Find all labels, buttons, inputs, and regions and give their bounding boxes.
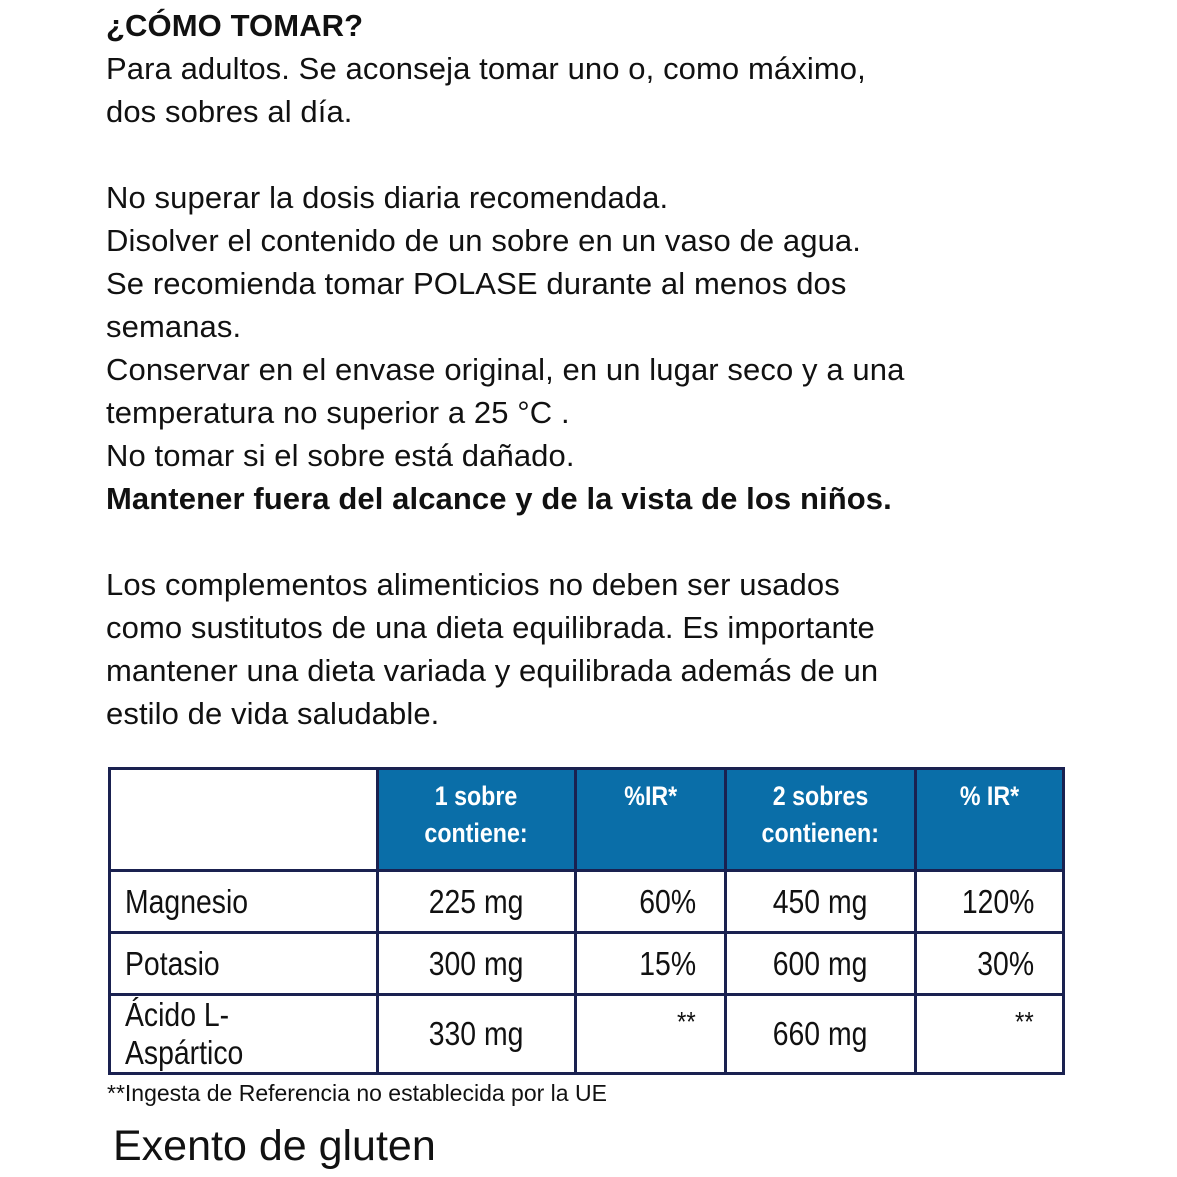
- ir-two-sachets: [916, 933, 1064, 995]
- header-two-sachets-line-2: contienen:: [761, 818, 880, 848]
- table-row: [110, 871, 1064, 933]
- nutrition-table: [108, 767, 1065, 1075]
- nutrient-name: [110, 995, 378, 1074]
- gluten-free-label: Exento de gluten: [113, 1122, 436, 1170]
- ir-one-text: 15%: [639, 944, 696, 982]
- header-ir-1: [576, 769, 726, 871]
- disclaimer-line-3: mantener una dieta variada y equilibrada además de un: [106, 653, 879, 688]
- reference-footnote: **Ingesta de Referencia no establecida por la UE: [107, 1080, 607, 1106]
- nutrient-name: [110, 871, 378, 933]
- instruction-line-2: Disolver el contenido de un sobre en un vaso de agua.: [106, 223, 861, 258]
- amount-one-sachet: [378, 933, 576, 995]
- ir-two-text: 120%: [961, 882, 1034, 920]
- amount-one-text: 300 mg: [429, 944, 524, 982]
- dosage-line-1: Para adultos. Se aconseja tomar uno o, como máximo,: [106, 51, 866, 86]
- amount-two-sachets: [726, 871, 916, 933]
- ir-one-sachet: [576, 933, 726, 995]
- amount-two-text: 450 mg: [773, 882, 868, 920]
- header-ir-2-label: % IR*: [959, 781, 1020, 811]
- header-two-sachets: [726, 769, 916, 871]
- instruction-line-4: semanas.: [106, 309, 242, 344]
- disclaimer-line-4: estilo de vida saludable.: [106, 696, 440, 731]
- ir-two-text: **: [1015, 1006, 1034, 1037]
- nutrient-name-text: Ácido L-Aspártico: [125, 996, 244, 1071]
- amount-one-text: 225 mg: [429, 882, 524, 920]
- ir-one-sachet: [576, 871, 726, 933]
- header-blank-cell: [110, 769, 378, 871]
- ir-two-sachets: [916, 995, 1064, 1074]
- header-one-sachet: [378, 769, 576, 871]
- header-ir-2: [916, 769, 1064, 871]
- instruction-line-6: temperatura no superior a 25 °C .: [106, 395, 570, 430]
- instruction-line-7: No tomar si el sobre está dañado.: [106, 438, 575, 473]
- section-heading: ¿CÓMO TOMAR?: [106, 8, 364, 43]
- amount-one-text: 330 mg: [429, 1015, 524, 1052]
- ir-one-sachet: [576, 995, 726, 1074]
- amount-two-sachets: [726, 995, 916, 1074]
- nutrient-name-text: Potasio: [125, 944, 220, 982]
- header-two-sachets-line-1: 2 sobres: [772, 781, 869, 811]
- instruction-line-5: Conservar en el envase original, en un lugar seco y a una: [106, 352, 905, 387]
- table-row: [110, 995, 1064, 1074]
- amount-two-sachets: [726, 933, 916, 995]
- ir-two-sachets: [916, 871, 1064, 933]
- ir-two-text: 30%: [977, 944, 1034, 982]
- amount-two-text: 600 mg: [773, 944, 868, 982]
- header-one-sachet-line-2: contiene:: [424, 818, 529, 848]
- ir-one-text: 60%: [639, 882, 696, 920]
- usage-instructions: [106, 4, 1106, 735]
- instruction-line-3: Se recomienda tomar POLASE durante al menos dos: [106, 266, 847, 301]
- table-row: [110, 933, 1064, 995]
- instruction-line-1: No superar la dosis diaria recomendada.: [106, 180, 669, 215]
- paragraph-gap: [106, 520, 1106, 563]
- dosage-line-2: dos sobres al día.: [106, 94, 353, 129]
- amount-two-text: 660 mg: [773, 1015, 868, 1052]
- nutrient-name-text: Magnesio: [125, 882, 249, 920]
- amount-one-sachet: [378, 871, 576, 933]
- header-ir-1-label: %IR*: [624, 781, 677, 811]
- disclaimer-line-1: Los complementos alimenticios no deben ser usados: [106, 567, 840, 602]
- disclaimer-line-2: como sustitutos de una dieta equilibrada. Es importante: [106, 610, 875, 645]
- amount-one-sachet: [378, 995, 576, 1074]
- table-header-row: [110, 769, 1064, 871]
- children-warning: Mantener fuera del alcance y de la vista de los niños.: [106, 481, 892, 516]
- header-one-sachet-line-1: 1 sobre: [435, 781, 518, 811]
- nutrient-name: [110, 933, 378, 995]
- ir-one-text: **: [677, 1006, 696, 1037]
- paragraph-gap: [106, 133, 1106, 176]
